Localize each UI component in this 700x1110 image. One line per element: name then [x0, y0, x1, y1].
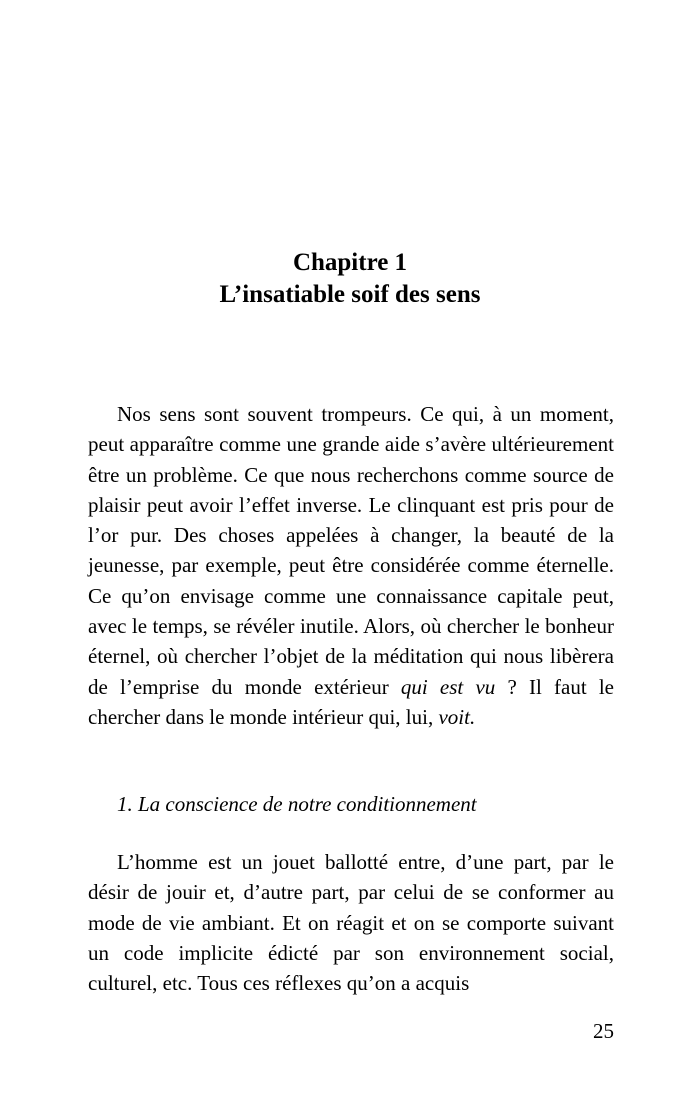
page-number: 25 [593, 1019, 614, 1043]
paragraph-2: L’homme est un jouet ballotté entre, d’une part, par le désir de jouir et, d’autre part, par celui de se conformer au mode de vie ambiant. Et on réagit et on se comporte suivant un code implicite édicté par son environnement social, culturel, etc. Tous ces réflexes qu’on a acquis [88, 850, 614, 996]
paragraph-1-text-a: Nos sens sont souvent trompeurs. Ce qui, à un moment, peut apparaître comme une grande aide s’avère ultérieurement être un problème. Ce que nous recherchons comme source de plaisir peut avoir l’effet inverse. Le clinquant est pris pour de l’or pur. Des choses appelées à changer, la beauté de la jeunesse, par exemple, peut être considérée comme éternelle. Ce qu’on envisage comme une connaissance capitale peut, avec le temps, se révéler inutile. Alors, où chercher le bonheur éternel, où chercher l’objet de la méditation qui nous libèrera de l’emprise du monde extérieur [88, 402, 614, 699]
section-heading: 1. La conscience de notre conditionnement [117, 792, 477, 816]
chapter-number: Chapitre 1 [292, 249, 408, 276]
paragraph-1-emphasis-1: qui est vu [400, 674, 496, 699]
chapter-title: L’insatiable soif des sens [219, 281, 481, 308]
paragraph-1-text-b: ? Il faut le chercher dans le monde intérieur qui, lui, [88, 674, 615, 729]
paragraph-1 [88, 399, 614, 732]
paragraph-1-emphasis-2: voit. [438, 704, 476, 729]
